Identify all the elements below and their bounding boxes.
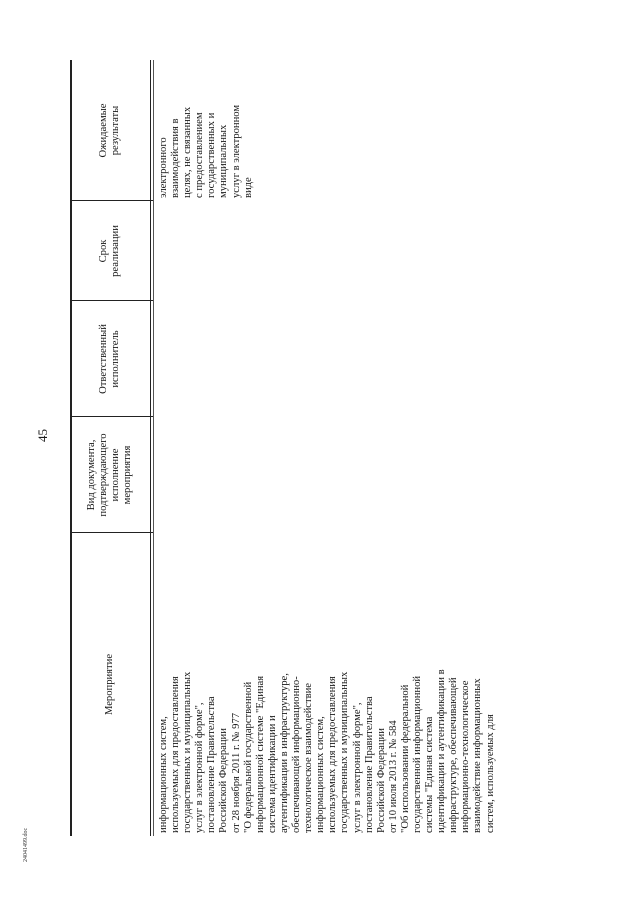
page-number: 45 bbox=[35, 429, 50, 442]
header-double-border bbox=[153, 60, 154, 836]
header-bottom-border bbox=[150, 60, 151, 836]
header-deadline: Срок реализации bbox=[97, 225, 121, 277]
header-results: Ожидаемые результаты bbox=[97, 103, 121, 158]
header-document-type: Вид документа, подтверждающего исполнение мероприятия bbox=[85, 433, 134, 517]
header-executor: Ответственный исполнитель bbox=[97, 324, 121, 394]
results-cell: электронного взаимодействия в целях, не связанных с предоставлением государственных и муниципальных услуг в электронном виде bbox=[158, 104, 254, 198]
event-cell: информационных систем, используемых для предоставления государственных и муниципальных услуг в электронной форме", постановление Правительства Российской Федерации от 28 ноября 2011 г. № 977 "О федеральной государственной информационной системе "Единая система идентификации и аутентификации в инфраструктуре, обеспечивающей информационно- технологическое взаимодействие информационных систем, используемых для предоставления государственных и муниципальных услуг в электронной форме", постановление Правительства Российской Федерации от 10 июля 2013 г. № 584 "Об использовании федеральной государственной информационной системы "Единая система идентификации и аутентификации в инфраструктуре, обеспечивающей информационно-технологическое взаимодействие информационных систем, используемых для bbox=[158, 669, 496, 833]
measures-table bbox=[70, 60, 550, 836]
header-event: Мероприятие bbox=[103, 653, 115, 716]
footer-file-code: 24041499.doc bbox=[23, 827, 29, 862]
